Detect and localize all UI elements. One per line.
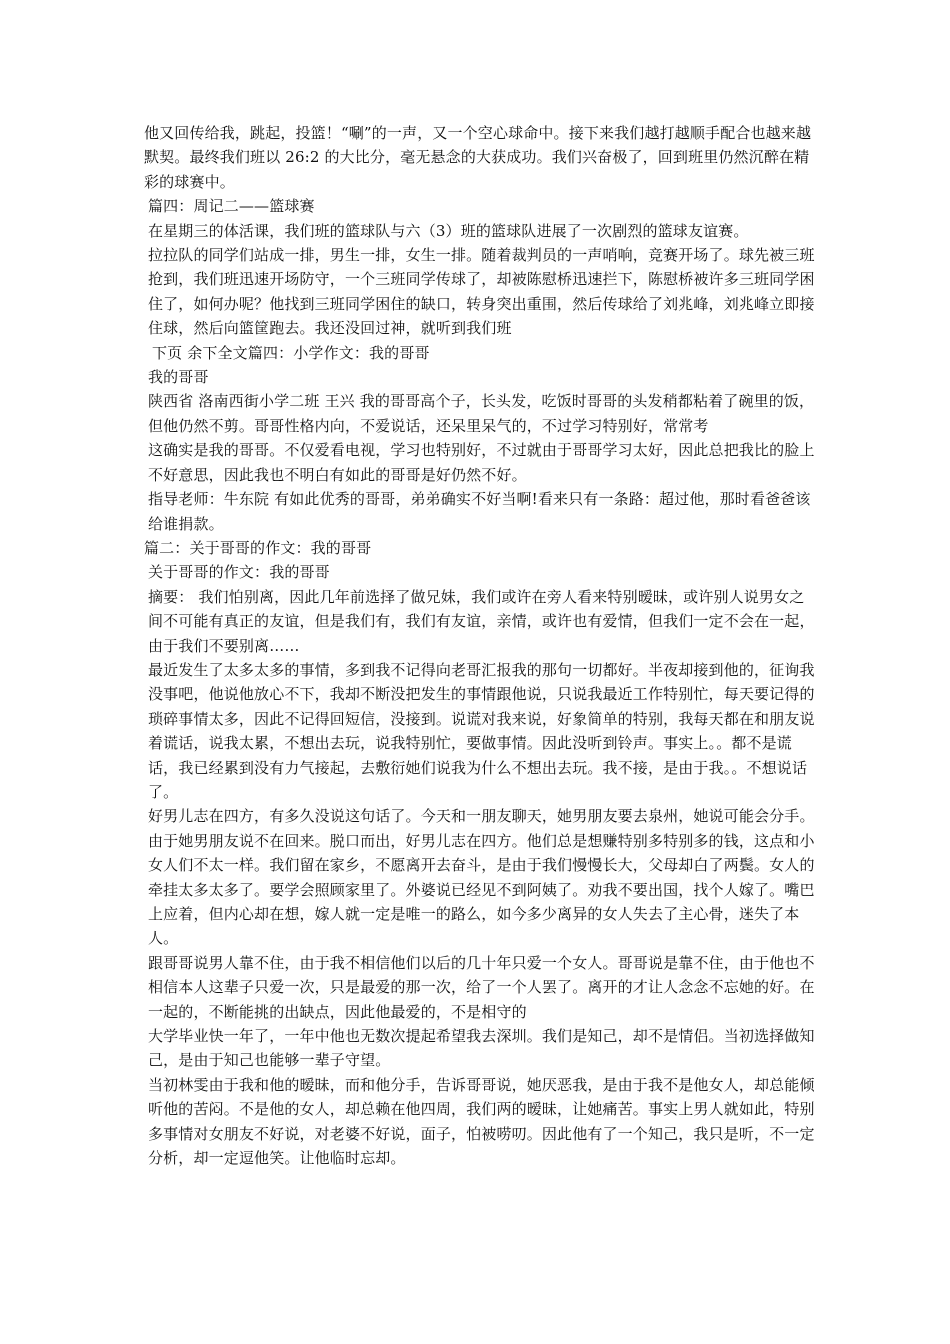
- paragraph-graduation: 大学毕业快一年了，一年中他也无数次提起希望我去深圳。我们是知己，却不是情侣。当初选择做知己，是由于知己也能够一辈子守望。: [148, 1027, 815, 1070]
- paragraph-basketball-ending: 他又回传给我，跳起，投篮！“唰”的一声，又一个空心球命中。接下来我们越打越顺手配合也越来越默契。最终我们班以 26:2 的大比分，毫无悬念的大获成功。我们兴奋极了，回到班里仍然沉醉在精彩的球赛中。: [144, 124, 812, 191]
- section-heading-part-two: 篇二：关于哥哥的作文：我的哥哥: [144, 538, 372, 557]
- paragraph-recent-events: 最近发生了太多太多的事情，多到我不记得向老哥汇报我的那句一切都好。半夜却接到他的，征询我没事吧，他说他放心不下，我却不断没把发生的事情跟他说，只说我最近工作特别忙，每天要记得的琐碎事情太多，因此不记得回短信，没接到。说谎对我来说，好象简单的特别，我每天都在和朋友说着谎话，说我太累，不想出去玩，说我特别忙，要做事情。因此没听到铃声。事实上。。都不是谎话，我已经累到没有力气接起，去敷衍她们说我为什么不想出去玩。我不接，是由于我。。不想说话了。: [148, 660, 815, 801]
- paragraph-abstract: 摘要： 我们怕别离，因此几年前选择了做兄妹，我们或许在旁人看来特别暧昧，或许别人说男女之间不可能有真正的友谊，但是我们有，我们有友谊，亲情，或许也有爱情，但我们一定不会在一起，由于我们不要别离……: [148, 587, 815, 655]
- essay-title-my-brother: 我的哥哥: [148, 368, 209, 387]
- paragraph-men-unreliable: 跟哥哥说男人靠不住，由于我不相信他们以后的几十年只爱一个女人。哥哥说是靠不住，由于他也不相信本人这辈子只爱一次，只是最爱的那一次，给了一个人罢了。离开的才让人念念不忘她的好。在一起的，不断能挑的出缺点，因此他最爱的，不是相守的: [148, 953, 815, 1021]
- paragraph-ambition: 好男儿志在四方，有多久没说这句话了。今天和一朋友聊天，她男朋友要去泉州，她说可能会分手。由于她男朋友说不在回来。脱口而出，好男儿志在四方。他们总是想赚特别多特别多的钱，这点和小女人们不太一样。我们留在家乡，不愿离开去奋斗，是由于我们慢慢长大，父母却白了两鬓。女人的牵挂太多太多了。要学会照顾家里了。外婆说已经见不到阿姨了。劝我不要出国，找个人嫁了。嘴巴上应着，但内心却在想，嫁人就一定是唯一的路么，如今多少离异的女人失去了主心骨，迷失了本人。: [148, 807, 815, 948]
- essay-title-about-brother: 关于哥哥的作文：我的哥哥: [148, 563, 330, 582]
- document-body: [144, 121, 816, 1170]
- paragraph-confidant: 当初林雯由于我和他的暧昧，而和他分手，告诉哥哥说，她厌恶我，是由于我不是他女人，却总能倾听他的苦闷。不是他的女人，却总赖在他四周，我们两的暧昧，让她痛苦。事实上男人就如此，特别多事情对女朋友不好说，对老婆不好说，面子，怕被唠叨。因此他有了一个知己，我只是听，不一定分析，却一定逗他笑。让他临时忘却。: [148, 1075, 815, 1168]
- paragraph-brother-study: 这确实是我的哥哥。不仅爱看电视，学习也特别好，不过就由于哥哥学习太好，因此总把我比的脸上不好意思，因此我也不明白有如此的哥哥是好仍然不好。: [148, 441, 815, 484]
- paragraph-game-intro: 在星期三的体活课，我们班的篮球队与六（3）班的篮球队进展了一次剧烈的篮球友谊赛。: [148, 221, 749, 240]
- section-heading-journal: 篇四：周记二——篮球赛: [148, 197, 315, 216]
- next-page-link[interactable]: 下页 余下全文篇四：小学作文：我的哥哥: [152, 343, 430, 362]
- paragraph-teacher-comment: 指导老师：牛东院 有如此优秀的哥哥，弟弟确实不好当啊!看来只有一条路：超过他，那时看爸爸该给谁捐款。: [148, 490, 811, 533]
- paragraph-author-intro: 陕西省 洛南西街小学二班 王兴 我的哥哥高个子，长头发，吃饭时哥哥的头发稍都粘着了碗里的饭，但他仍然不剪。哥哥性格内向，不爱说话，还呆里呆气的，不过学习特别好，常常考: [148, 392, 815, 435]
- paragraph-game-play: 拉拉队的同学们站成一排，男生一排，女生一排。随着裁判员的一声哨响，竞赛开场了。球先被三班抢到，我们班迅速开场防守，一个三班同学传球了，却被陈慰桥迅速拦下，陈慰桥被许多三班同学困住了，如何办呢？他找到三班同学困住的缺口，转身突出重围，然后传球给了刘兆峰，刘兆峰立即接住球，然后向篮筐跑去。我还没回过神，就听到我们班: [148, 246, 815, 338]
